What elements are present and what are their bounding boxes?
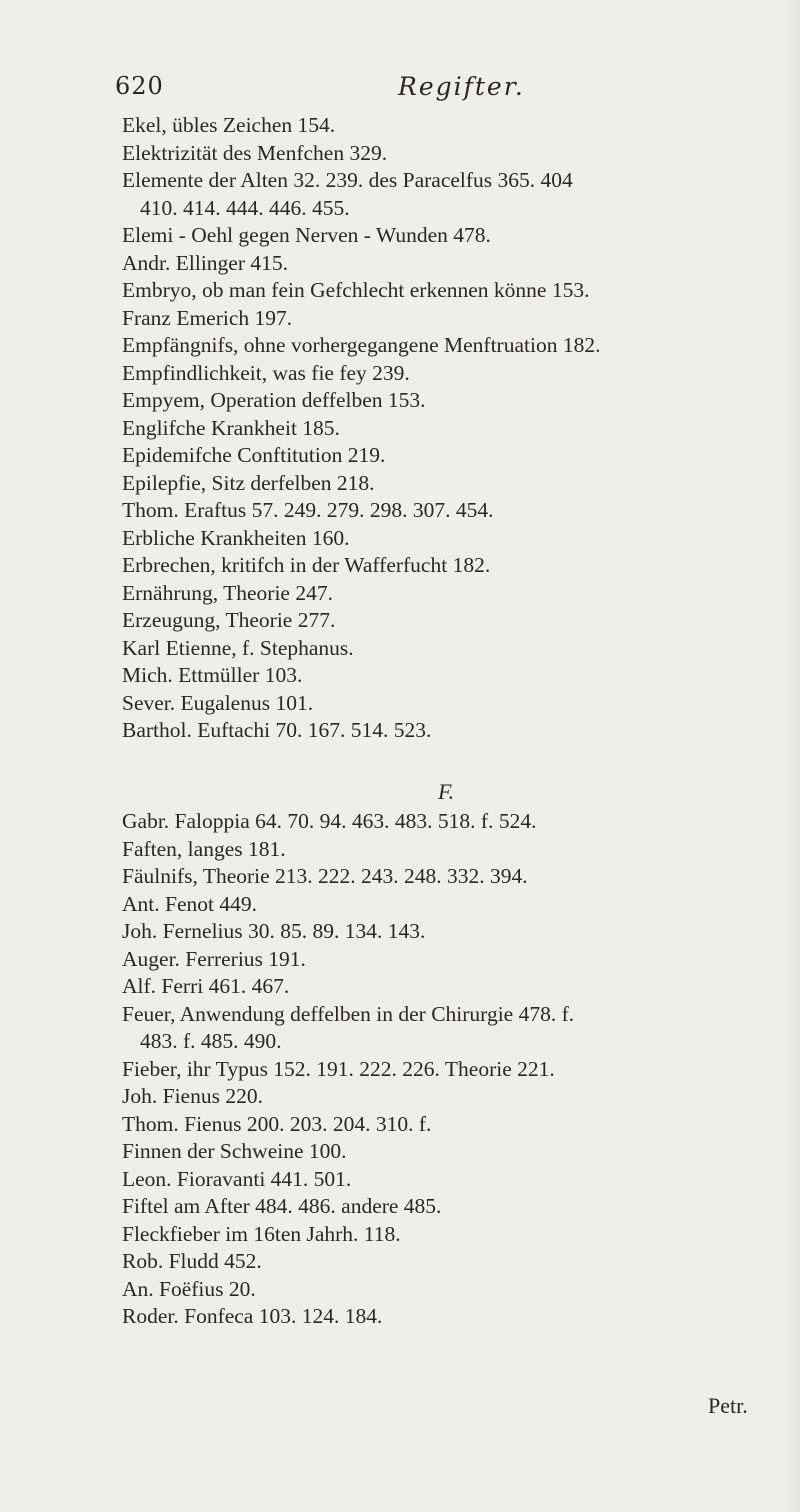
index-entry: Ekel, übles Zeichen 154. [122,113,336,137]
index-entry: Sever. Eugalenus 101. [122,690,314,715]
page-header [115,72,675,112]
index-entries-e [122,112,782,745]
index-entry: Erbliche Krankheiten 160. [122,525,350,550]
index-entry: Auger. Ferrerius 191. [122,946,306,971]
index-entry: An. Foëfius 20. [122,1276,256,1301]
index-entry: Embryo, ob man fein Gefchlecht erkennen könne 153. [122,278,590,302]
index-entry: Elemi - Oehl gegen Nerven - Wunden 478. [122,223,491,247]
section-letter: F. [438,779,455,804]
index-entry: Andr. Ellinger 415. [122,250,289,275]
index-entry: Ernährung, Theorie 247. [122,580,333,605]
index-entry-continuation: 410. 414. 444. 446. 455. [140,195,350,220]
index-entry: Rob. Fludd 452. [122,1249,262,1273]
index-entry: Roder. Fonfeca 103. 124. 184. [122,1304,383,1328]
index-entry: Leon. Fioravanti 441. 501. [122,1166,352,1191]
index-entry: Joh. Fienus 220. [122,1084,263,1108]
index-entry: Mich. Ettmüller 103. [122,663,303,687]
index-entry: Elemente der Alten 32. 239. des Paracelfus 365. 404 [122,168,573,192]
index-entry: Barthol. Euftachi 70. 167. 514. 523. [122,718,432,742]
index-entry: Gabr. Faloppia 64. 70. 94. 463. 483. 518. f. 524. [122,809,537,833]
index-entry: Erbrechen, kritifch in der Wafferfucht 182. [122,553,491,577]
index-entry: Fieber, ihr Typus 152. 191. 222. 226. Theorie 221. [122,1056,555,1081]
index-entries-f [122,808,782,1331]
index-entry: Joh. Fernelius 30. 85. 89. 134. 143. [122,919,426,943]
index-entry: Fiftel am After 484. 486. andere 485. [122,1194,442,1218]
index-entry: Thom. Eraftus 57. 249. 279. 298. 307. 454. [122,498,494,522]
index-entry: Karl Etienne, f. Stephanus. [122,635,354,660]
index-entry: Alf. Ferri 461. 467. [122,974,290,998]
index-entry: Feuer, Anwendung deffelben in der Chirurgie 478. f. [122,1001,575,1026]
index-entry: Epidemifche Conftitution 219. [122,443,386,467]
page-edge-shadow [786,0,800,1512]
index-entry: Fleckfieber im 16ten Jahrh. 118. [122,1221,401,1246]
index-entry-continuation: 483. f. 485. 490. [140,1029,282,1053]
index-entry: Finnen der Schweine 100. [122,1139,347,1163]
index-entry: Epilepfie, Sitz derfelben 218. [122,470,375,495]
catchword: Petr. [708,1393,748,1418]
index-entry: Faften, langes 181. [122,836,286,861]
index-entry: Ant. Fenot 449. [122,891,257,916]
index-entry: Fäulnifs, Theorie 213. 222. 243. 248. 332. 394. [122,864,528,888]
index-entry: Elektrizität des Menfchen 329. [122,140,388,165]
index-entry: Franz Emerich 197. [122,305,293,330]
index-entry: Erzeugung, Theorie 277. [122,608,336,632]
index-entry: Empfängnifs, ohne vorhergegangene Menftruation 182. [122,333,601,357]
index-entry: Empyem, Operation deffelben 153. [122,388,426,412]
page-number: 620 [115,72,164,100]
index-entry: Empfindlichkeit, was fie fey 239. [122,360,410,385]
index-entry: Thom. Fienus 200. 203. 204. 310. f. [122,1111,432,1136]
running-head: Regifter. [398,72,525,101]
index-entry: Englifche Krankheit 185. [122,415,340,440]
